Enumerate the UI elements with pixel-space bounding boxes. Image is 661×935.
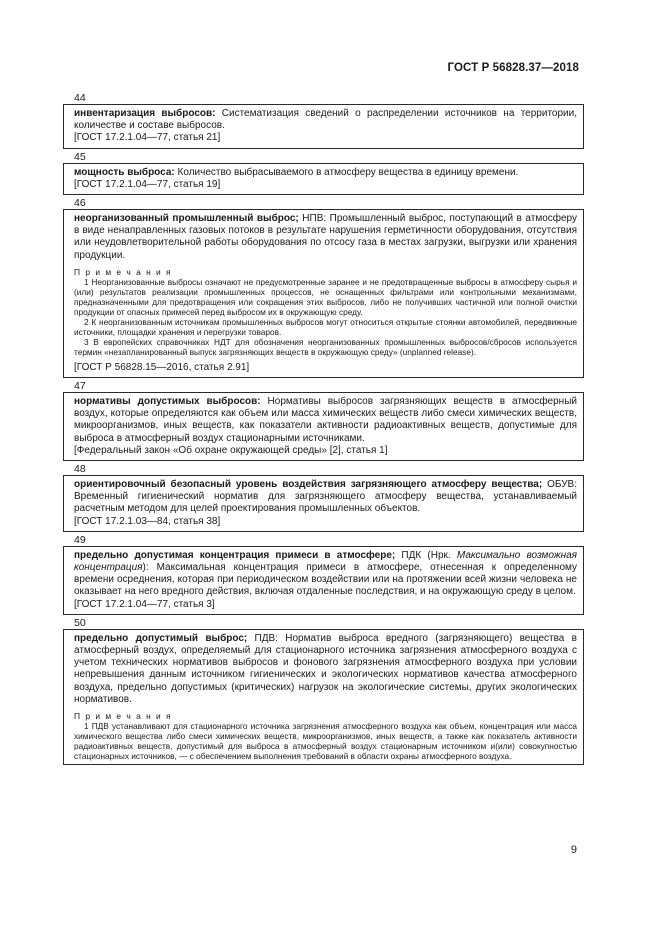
term: нормативы допустимых выбросов: <box>74 396 261 408</box>
term-entry <box>63 163 584 195</box>
term-entry <box>63 546 584 615</box>
definition-text: ОБУВ: Временный гигиенический норматив для загрязняющего атмосферу вещества, устанавливаемый расчетным методом для целей проектирования промышленных объектов. <box>74 479 577 515</box>
term-entry <box>63 209 584 378</box>
term: неорганизованный промышленный выброс; <box>74 213 299 225</box>
document-header: ГОСТ Р 56828.37—2018 <box>447 62 579 74</box>
definition <box>74 633 577 706</box>
note: 1 ПДВ устанавливают для стационарного источника загрязнения атмосферного воздуха как объем, концентрация или масса химического вещества либо смеси химических веществ, микроорганизмов, иных веществ, а также как показатель активности радиоактивных веществ, допустимый для выброса в атмосферный воздух стационарным источником и(или) совокупностью стационарных источников, — с обеспечением выполнения требований в области охраны атмосферного воздуха. <box>74 721 577 762</box>
term-entry <box>63 392 584 461</box>
definition-text: Нормативы выбросов загрязняющих веществ в атмосферный воздух, которые определяются как объем или масса химических веществ либо смеси химических веществ, микроорганизмов, иных веществ, как показатели активности радиоактивных веществ, допустимые для выброса в атмосферный воздух стационарными источниками. <box>74 396 577 444</box>
definition <box>74 479 577 516</box>
source-reference: [ГОСТ 17.2.1.04—77, статья 21] <box>74 132 221 144</box>
abbreviation: ПДК (Нрк. <box>395 549 457 561</box>
entry-number: 46 <box>74 197 86 210</box>
term: ориентировочный безопасный уровень воздействия загрязняющего атмосферу вещества; <box>74 479 543 491</box>
notes-title: П р и м е ч а н и я <box>74 266 173 277</box>
source-reference: [Федеральный закон «Об охране окружающей среды» [2], статья 1] <box>74 444 388 456</box>
term: инвентаризация выбросов: <box>74 108 216 119</box>
abbreviation: ПДВ: <box>247 632 278 644</box>
entry-number: 49 <box>74 533 86 546</box>
definition-text: ): Максимальная концентрация примеси в атмосфере, отнесенная к определенному времени осреднения, которая при периодическом воздействии или на протяжении всей жизни человека не оказывает на него вредного действия, включая отдаленные последствия, и на окружающую среду в целом. <box>74 562 577 598</box>
source-reference: [ГОСТ 17.2.1.04—77, статья 19] <box>74 178 221 190</box>
deprecated-term: Максимально возможная концентрация <box>74 549 577 574</box>
source-reference: [ГОСТ 17.2.1.04—77, статья 3] <box>74 598 215 610</box>
definition-text: Норматив выброса вредного (загрязняющего) вещества в атмосферный воздух, определяемый для стационарного источника загрязнения атмосферного воздуха с учетом технических нормативов выбросов и фонового загрязнения атмосферного воздуха при условии непревышения данным источником гигиенических и экологических нормативов качества атмосферного воздуха, предельно допустимых (критических) нагрузок на экологические системы, других экологических нормативов. <box>74 632 577 705</box>
term: предельно допустимая концентрация примеси в атмосфере; <box>74 549 396 561</box>
terms-list <box>63 90 584 765</box>
source-reference: [ГОСТ 17.2.1.03—84, статья 38] <box>74 515 221 527</box>
definition <box>74 213 577 262</box>
definition-text: Промышленный выброс, поступающий в атмосферу в виде ненаправленных газовых потоков в результате нарушения герметичности оборудования, отсутствия или неудовлетворительной работы оборудования по отсосу газа в местах загрузки, выгрузки или хранения продукции. <box>74 213 577 261</box>
term-entry <box>63 629 584 765</box>
definition <box>74 396 577 445</box>
entry-number: 50 <box>74 616 86 629</box>
note: 3 В европейских справочниках НДТ для обозначения неорганизованных промышленных выбросов/сбросов используется термин «незапланированный выпуск загрязняющих веществ в окружающую среду» (unplanned release). <box>74 336 577 357</box>
term-entry <box>63 475 584 532</box>
term-entry <box>63 104 584 149</box>
entry-number: 45 <box>74 150 86 163</box>
definition <box>74 550 577 599</box>
note: 1 Неорганизованные выбросы означают не предусмотренные заранее и не предотвращенные выбросы в атмосферу сырья и (или) результатов реализации промышленных процессов, не оснащенных фильтрами или контрольными механизмами, предназначенными для предотвращения или сокращения этих выбросов, либо не получивших частичной или полной очистки продукции от опасных примесей перед выбросом их в окружающую среду. <box>74 276 577 317</box>
source-reference: [ГОСТ Р 56828.15—2016, статья 2.91] <box>74 361 250 373</box>
entry-number: 47 <box>74 380 86 393</box>
notes-title: П р и м е ч а н и я <box>74 711 173 722</box>
definition <box>74 108 577 132</box>
definition <box>74 167 577 179</box>
page-number: 9 <box>570 844 577 856</box>
entry-number: 48 <box>74 463 86 476</box>
entry-number: 44 <box>74 92 86 104</box>
note: 2 К неорганизованным источникам промышленных выбросов могут относиться открытые стоянки автомобилей, передвижные источники, площадки хранения и перегрузки товаров. <box>74 316 577 337</box>
term: мощность выброса: <box>74 166 175 178</box>
term: предельно допустимый выброс; <box>74 632 248 644</box>
definition-text: Систематизация сведений о распределении источников на территории, количестве и составе выбросов. <box>74 108 577 132</box>
definition-text: Количество выбрасываемого в атмосферу вещества в единицу времени. <box>174 166 519 178</box>
abbreviation: НПВ: <box>298 213 327 225</box>
